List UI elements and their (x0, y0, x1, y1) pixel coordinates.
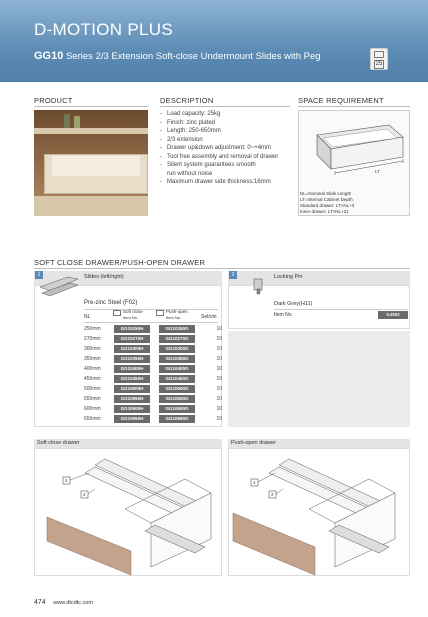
photo-detail (34, 128, 148, 134)
col-soft-itemno: Item No. (123, 315, 139, 320)
table-row (84, 335, 224, 344)
divider (84, 322, 218, 323)
set-per-carton: 10 (216, 396, 222, 402)
row-nl: 250mm (84, 326, 101, 332)
description-item: - Silent system guarantees smooth (160, 161, 290, 170)
set-per-carton: 10 (216, 386, 222, 392)
locking-pin-icon (248, 277, 270, 295)
row-nl: 500mm (84, 386, 101, 392)
push-open-item: GG10650G (159, 415, 195, 423)
description-item: - Maximum drawer side thickness:16mm (160, 178, 290, 187)
soft-close-item: GG10350H (114, 355, 150, 363)
section-space-requirement: SPACE REQUIREMENT (298, 96, 384, 105)
soft-drawer-illustration (35, 449, 223, 577)
soft-drawer-label: Soft close drawer (37, 440, 80, 446)
series-subtitle (34, 50, 321, 62)
description-item: - Length: 250-650mm (160, 127, 290, 136)
pin-item-label: Item No. (274, 312, 293, 318)
col-set: Set/ctn (201, 314, 217, 320)
callout-2: 2 (271, 492, 274, 497)
table-row (84, 385, 224, 394)
divider (34, 106, 148, 107)
table-row (84, 395, 224, 404)
soft-drawer-drawing (34, 448, 222, 576)
load-capacity-number: 25 (375, 61, 383, 67)
load-capacity-badge (370, 48, 388, 70)
row-nl: 650mm (84, 416, 101, 422)
section-description: DESCRIPTION (160, 96, 214, 105)
push-open-item: GG10600G (159, 405, 195, 413)
panel-number: 2 (229, 271, 237, 279)
row-nl: 550mm (84, 396, 101, 402)
description-item: run without noise (167, 170, 213, 177)
table-row (84, 355, 224, 364)
lt-label: LT (375, 169, 380, 174)
photo-detail (52, 156, 140, 176)
space-note: Inner drawer: LT>NL+21 (300, 209, 349, 214)
slides-icon (38, 273, 82, 297)
slides-table (84, 325, 224, 425)
row-nl: 600mm (84, 406, 101, 412)
photo-detail (64, 114, 70, 128)
push-drawer-drawing (228, 448, 410, 576)
set-per-carton: 10 (216, 366, 222, 372)
col-soft-close: Soft close (123, 309, 143, 314)
set-per-carton: 10 (216, 416, 222, 422)
page-footer (34, 599, 93, 606)
divider (274, 309, 408, 310)
set-per-carton: 10 (216, 356, 222, 362)
push-open-item: GG10300G (159, 345, 195, 353)
description-item: - Tool free assembly and removal of drawer (160, 153, 290, 162)
description-item: - 2/3 extension (160, 136, 290, 145)
col-push-open: Push-open (166, 309, 188, 314)
header-banner (0, 0, 428, 82)
push-open-item: GG10400G (159, 365, 195, 373)
push-open-item: GG10350G (159, 355, 195, 363)
callout-1: 1 (253, 480, 256, 485)
push-open-icon (156, 310, 164, 316)
row-nl: 450mm (84, 376, 101, 382)
soft-close-item: GG10600H (114, 405, 150, 413)
space-note: Standard drawer: LT>NL+3 (300, 203, 355, 208)
space-note: LT=Internal Cabinet Depth (300, 197, 353, 202)
page-number: 474 (34, 599, 46, 606)
pin-color: Dark Grey(H11) (274, 301, 313, 307)
space-note: NL=Nominal Slide Length (300, 191, 352, 196)
table-row (84, 325, 224, 334)
description-item: - Finish: zinc plated (160, 119, 290, 128)
soft-close-item: GG10450H (114, 375, 150, 383)
photo-detail (74, 116, 80, 128)
cabinet-diagram (299, 111, 411, 191)
soft-close-item: GG10550H (114, 395, 150, 403)
panel-title: Slides (left/right) (84, 274, 124, 280)
push-drawer-illustration (229, 449, 411, 577)
brand-title: D-MOTION PLUS (34, 20, 173, 39)
divider (84, 309, 218, 310)
photo-detail (34, 196, 148, 216)
material-label: Pre-zinc Steel (F02) (84, 300, 138, 306)
divider (160, 106, 290, 107)
description-item: - Load capacity: 25kg (160, 110, 290, 119)
pin-item-value: GJ502 (378, 311, 408, 319)
soft-close-item: GG10400H (114, 365, 150, 373)
table-row (84, 375, 224, 384)
col-push-itemno: Item No. (166, 315, 182, 320)
set-per-carton: 10 (216, 376, 222, 382)
divider (298, 106, 410, 107)
push-drawer-label: Push-open drawer (231, 440, 276, 446)
set-per-carton: 10 (216, 346, 222, 352)
row-nl: 350mm (84, 356, 101, 362)
set-per-carton: 10 (216, 326, 222, 332)
callout-1: 1 (65, 478, 68, 483)
push-open-item: GG10450G (159, 375, 195, 383)
soft-close-item: GG10650H (114, 415, 150, 423)
soft-close-item: GG10300H (114, 345, 150, 353)
website-url: www.dtcdtc.com (53, 600, 93, 606)
description-list (160, 110, 290, 187)
callout-2: 2 (83, 492, 86, 497)
product-photo (34, 110, 148, 216)
soft-close-icon (113, 310, 121, 316)
row-nl: 300mm (84, 346, 101, 352)
soft-close-item: GG10250H (114, 325, 150, 333)
panel-title: Locking Pin (274, 274, 303, 280)
series-description: Series 2/3 Extension Soft-close Undermount Slides with Peg (66, 51, 321, 62)
push-open-item: GG10250G (159, 325, 195, 333)
weight-icon (374, 51, 384, 58)
set-per-carton: 10 (216, 336, 222, 342)
push-open-item: GG10500G (159, 385, 195, 393)
series-code: GG10 (34, 50, 64, 62)
table-row (84, 365, 224, 374)
description-item: - Drawer up&down adjustment: 0~+4mm (160, 144, 290, 153)
table-row (84, 345, 224, 354)
space-notes (300, 191, 354, 215)
push-open-item: GG10550G (159, 395, 195, 403)
soft-close-item: GG10270H (114, 335, 150, 343)
empty-grey-area (228, 331, 410, 427)
table-row (84, 415, 224, 424)
set-per-carton: 10 (216, 406, 222, 412)
table-row (84, 405, 224, 414)
section-product: PRODUCT (34, 96, 73, 105)
row-nl: 270mm (84, 336, 101, 342)
panel-number: 1 (35, 271, 43, 279)
soft-close-item: GG10500H (114, 385, 150, 393)
divider (34, 268, 410, 269)
row-nl: 400mm (84, 366, 101, 372)
push-open-item: GG10270G (159, 335, 195, 343)
col-nl: NL (84, 314, 91, 320)
section-soft-close: SOFT CLOSE DRAWER/PUSH-OPEN DRAWER (34, 258, 206, 267)
